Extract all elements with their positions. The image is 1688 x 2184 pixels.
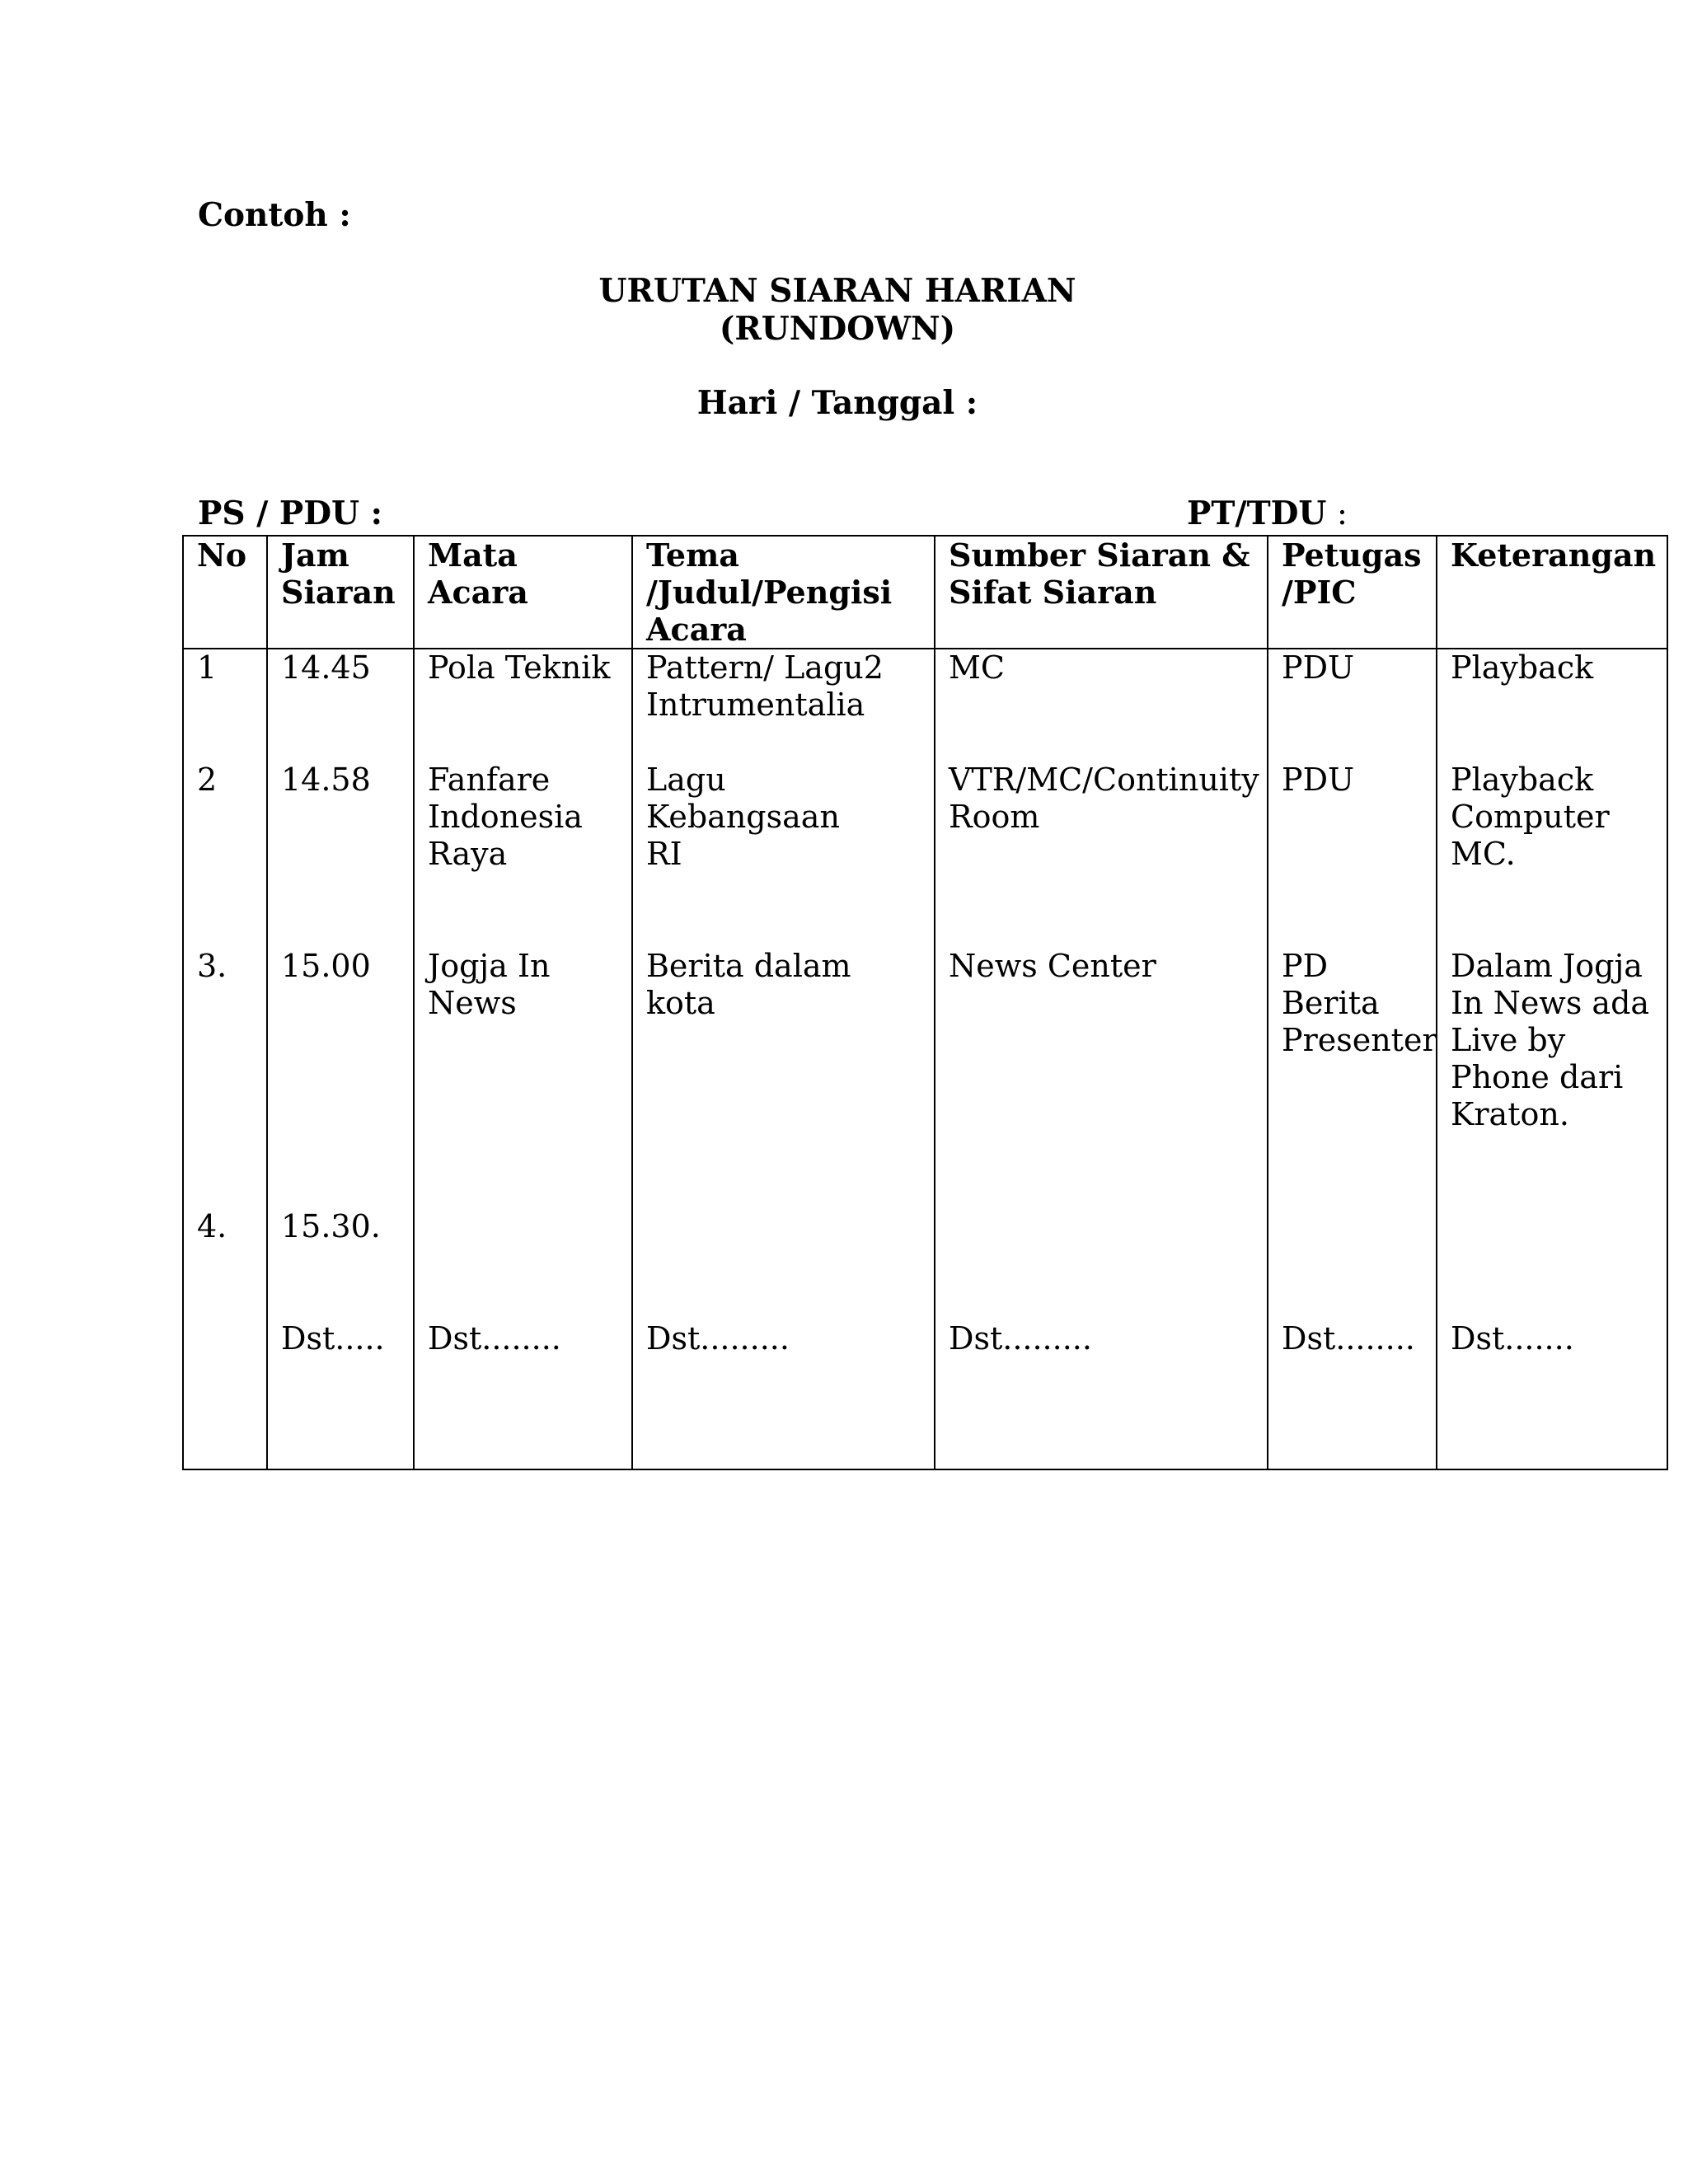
cell-sumber: MC	[935, 649, 1268, 762]
cell-petugas	[1268, 1208, 1437, 1320]
col-header-sumber-siaran: Sumber Siaran & Sifat Siaran	[935, 536, 1268, 649]
ps-pdu-label: PS / PDU :	[198, 494, 383, 532]
cell-tema: Pattern/ Lagu2 Intrumentalia	[632, 649, 935, 762]
cell-keterangan: Dalam Jogja In News ada Live by Phone dari Kraton.	[1437, 948, 1667, 1208]
cell-mata-acara: Jogja In News	[414, 948, 632, 1208]
cell-tema: Dst.........	[632, 1320, 935, 1469]
cell-jam: 14.58	[267, 762, 414, 948]
rundown-table	[182, 535, 1668, 1470]
cell-jam: 15.00	[267, 948, 414, 1208]
cell-keterangan: Dst.......	[1437, 1320, 1667, 1469]
cell-mata-acara: Pola Teknik	[414, 649, 632, 762]
cell-no: 2	[183, 762, 267, 948]
table-row	[183, 948, 1667, 1208]
col-header-tema: Tema /Judul/Pengisi Acara	[632, 536, 935, 649]
cell-keterangan	[1437, 1208, 1667, 1320]
pt-tdu-colon: :	[1326, 495, 1348, 532]
col-header-petugas: Petugas /PIC	[1268, 536, 1437, 649]
date-label: Hari / Tanggal :	[696, 384, 978, 422]
cell-jam: 14.45	[267, 649, 414, 762]
cell-keterangan: Playback Computer MC.	[1437, 762, 1667, 948]
document-title: URUTAN SIARAN HARIAN	[598, 272, 1076, 310]
cell-mata-acara: Dst........	[414, 1320, 632, 1469]
document-subtitle: (RUNDOWN)	[719, 310, 956, 348]
cell-no: 4.	[183, 1208, 267, 1320]
col-header-jam-siaran: Jam Siaran	[267, 536, 414, 649]
example-label: Contoh :	[198, 196, 351, 234]
cell-tema	[632, 1208, 935, 1320]
cell-jam: Dst.....	[267, 1320, 414, 1469]
table-row	[183, 649, 1667, 762]
col-header-no: No	[183, 536, 267, 649]
cell-tema: Berita dalam kota	[632, 948, 935, 1208]
cell-keterangan: Playback	[1437, 649, 1667, 762]
cell-mata-acara	[414, 1208, 632, 1320]
table-row	[183, 762, 1667, 948]
cell-sumber	[935, 1208, 1268, 1320]
cell-tema: Lagu Kebangsaan RI	[632, 762, 935, 948]
cell-jam: 15.30.	[267, 1208, 414, 1320]
cell-mata-acara: Fanfare Indonesia Raya	[414, 762, 632, 948]
table-row	[183, 1208, 1667, 1320]
cell-no: 3.	[183, 948, 267, 1208]
cell-no: 1	[183, 649, 267, 762]
cell-petugas: PD Berita Presenter	[1268, 948, 1437, 1208]
cell-petugas: Dst........	[1268, 1320, 1437, 1469]
pt-tdu-label	[1187, 494, 1348, 532]
cell-no	[183, 1320, 267, 1469]
pt-tdu-text: PT/TDU	[1187, 494, 1327, 532]
cell-petugas: PDU	[1268, 649, 1437, 762]
table-row	[183, 1320, 1667, 1469]
table-header-row	[183, 536, 1667, 649]
cell-sumber: Dst.........	[935, 1320, 1268, 1469]
cell-sumber: VTR/MC/Continuity Room	[935, 762, 1268, 948]
col-header-keterangan: Keterangan	[1437, 536, 1667, 649]
cell-sumber: News Center	[935, 948, 1268, 1208]
cell-petugas: PDU	[1268, 762, 1437, 948]
col-header-mata-acara: Mata Acara	[414, 536, 632, 649]
